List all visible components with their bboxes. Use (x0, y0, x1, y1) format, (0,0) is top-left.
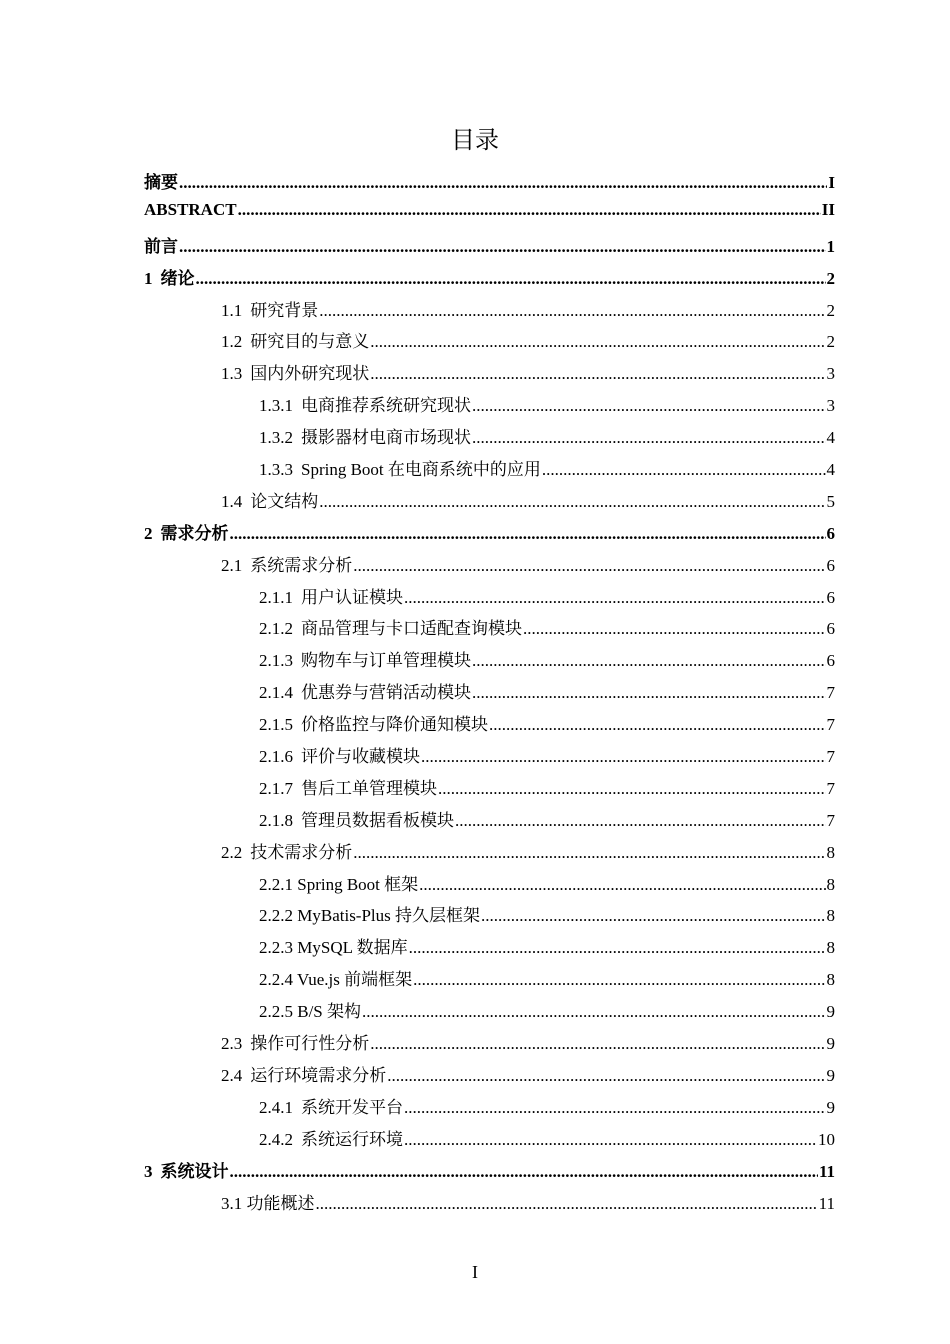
toc-entry-number: 1.3 (221, 364, 243, 384)
page-title: 目录 (451, 126, 499, 154)
toc-entry-number: 2.1.2 (259, 619, 293, 639)
toc-entry-page: 7 (826, 778, 835, 798)
toc-entry-label: 系统设计 (160, 1161, 229, 1181)
toc-entry[interactable] (144, 200, 835, 232)
dot-leader (472, 428, 826, 448)
toc-entry-label: 系统运行环境 (301, 1129, 403, 1149)
toc-entry-number: 2.1.7 (259, 778, 293, 798)
toc-entry-page: 7 (826, 683, 835, 703)
toc-entry[interactable] (144, 359, 835, 391)
toc-entry[interactable] (144, 1093, 835, 1125)
toc-entry-label: 购物车与订单管理模块 (301, 651, 471, 671)
toc-entry-number: 2.1 (221, 555, 243, 575)
toc-entry-page: 7 (826, 747, 835, 767)
toc-entry-label: 摄影器材电商市场现状 (301, 428, 471, 448)
toc-entry-label: 操作可行性分析 (250, 1034, 370, 1054)
toc-entry-page: 1 (826, 236, 835, 256)
toc-entry[interactable] (144, 1189, 835, 1221)
dot-leader (316, 1194, 818, 1214)
toc-entry-label: 运行环境需求分析 (250, 1065, 387, 1085)
toc-entry[interactable] (144, 678, 835, 710)
toc-entry[interactable] (144, 965, 835, 997)
toc-entry[interactable] (144, 710, 835, 742)
toc-entry-page: 2 (826, 300, 835, 320)
toc-entry-label: 2.2.1 Spring Boot 框架 (259, 874, 419, 894)
toc-entry-page: 8 (826, 874, 835, 894)
dot-leader (404, 1098, 826, 1118)
toc-entry-page: 6 (826, 651, 835, 671)
toc-entry-number: 3 (144, 1161, 153, 1181)
dot-leader (523, 619, 826, 639)
toc-entry-number: 1.1 (221, 300, 243, 320)
toc-entry-page: II (821, 199, 835, 219)
toc-entry-page: 11 (818, 1193, 835, 1213)
toc-entry[interactable] (144, 168, 835, 200)
toc-entry-page: 6 (826, 619, 835, 639)
toc-entry-label: 2.2.2 MyBatis-Plus 持久层框架 (259, 906, 481, 926)
dot-leader (362, 1002, 825, 1022)
toc-entry-label: 2.2.3 MySQL 数据库 (259, 938, 408, 958)
dot-leader (319, 492, 825, 512)
dot-leader (472, 396, 826, 416)
toc-entry-label: 2.2.4 Vue.js 前端框架 (259, 970, 413, 990)
dot-leader (370, 364, 825, 384)
toc-entry-label: 优惠券与营销活动模块 (301, 683, 471, 703)
toc-entry[interactable] (144, 1125, 835, 1157)
toc-entry-page: 2 (826, 332, 835, 352)
toc-entry-page: 9 (826, 1097, 835, 1117)
dot-leader (472, 651, 826, 671)
toc-entry[interactable] (144, 232, 835, 264)
toc-entry[interactable] (144, 901, 835, 933)
toc-entry-number: 2.1.8 (259, 810, 293, 830)
toc-entry-number: 1.3.2 (259, 428, 293, 448)
toc-entry-page: 8 (826, 970, 835, 990)
toc-entry-page: 6 (826, 555, 835, 575)
toc-entry[interactable] (144, 551, 835, 583)
toc-entry[interactable] (144, 646, 835, 678)
dot-leader (455, 811, 826, 831)
toc-entry[interactable] (144, 838, 835, 870)
toc-entry[interactable] (144, 933, 835, 965)
toc-entry-number: 1 (144, 268, 153, 288)
toc-entry-number: 1.2 (221, 332, 243, 352)
toc-entry-label: 3.1 功能概述 (221, 1193, 315, 1213)
toc-entry-label: Spring Boot 在电商系统中的应用 (301, 460, 541, 480)
dot-leader (404, 588, 826, 608)
dot-leader (370, 1034, 825, 1054)
toc-entry-label: 系统需求分析 (250, 555, 353, 575)
toc-entry-number: 1.4 (221, 491, 243, 511)
dot-leader (472, 683, 826, 703)
toc-entry-page: 6 (826, 523, 835, 543)
toc-entry-label: 需求分析 (160, 523, 229, 543)
toc-entry-page: 8 (826, 842, 835, 862)
dot-leader (230, 1162, 818, 1182)
dot-leader (230, 524, 826, 544)
toc-entry-label: 价格监控与降价通知模块 (301, 715, 488, 735)
toc-entry-page: 11 (818, 1161, 835, 1181)
toc-entry-label: 摘要 (144, 173, 178, 192)
toc-entry-label: 国内外研究现状 (250, 364, 370, 384)
toc-entry[interactable] (144, 774, 835, 806)
toc-entry-label: 用户认证模块 (301, 587, 403, 607)
toc-entry-page: 7 (826, 715, 835, 735)
toc-entry-page: 9 (826, 1065, 835, 1085)
toc-entry-page: 4 (826, 460, 835, 480)
dot-leader (419, 875, 825, 895)
toc-entry-page: 4 (826, 428, 835, 448)
toc-entry-label: 绪论 (160, 268, 195, 288)
toc-entry[interactable] (144, 870, 835, 902)
toc-entry-label: 前言 (144, 236, 178, 256)
dot-leader (481, 906, 825, 926)
toc-entry[interactable] (144, 391, 835, 423)
toc-entry-number: 1.3.3 (259, 460, 293, 480)
toc-entry-number: 2.1.6 (259, 747, 293, 767)
toc-entry-number: 2.1.5 (259, 715, 293, 735)
toc-entry[interactable] (144, 997, 835, 1029)
toc-entry-label: 研究背景 (250, 300, 319, 320)
toc-entry-label: 售后工单管理模块 (301, 778, 437, 798)
dot-leader (196, 269, 826, 289)
dot-leader (542, 460, 826, 480)
page-number: I (472, 1262, 478, 1282)
toc-entry-number: 2.2 (221, 842, 243, 862)
toc-entry-label: 管理员数据看板模块 (301, 810, 454, 830)
toc-entry-number: 2.1.3 (259, 651, 293, 671)
toc-entry[interactable] (144, 1061, 835, 1093)
toc-entry-page: 5 (826, 491, 835, 511)
dot-leader (353, 843, 825, 863)
toc-entry-label: 评价与收藏模块 (301, 747, 420, 767)
dot-leader (404, 1130, 817, 1150)
dot-leader (353, 556, 825, 576)
toc-entry-number: 2 (144, 523, 153, 543)
dot-leader (387, 1066, 825, 1086)
toc-entry[interactable] (144, 806, 835, 838)
toc-entry-label: 技术需求分析 (250, 842, 353, 862)
toc-entry[interactable] (144, 519, 835, 551)
dot-leader (489, 715, 826, 735)
toc-entry[interactable] (144, 1029, 835, 1061)
toc-entry[interactable] (144, 264, 835, 296)
toc-entry-label: ABSTRACT (144, 199, 237, 219)
toc-entry-number: 2.4 (221, 1065, 243, 1085)
toc-entry[interactable] (144, 455, 835, 487)
toc-entry[interactable] (144, 423, 835, 455)
toc-entry[interactable] (144, 1157, 835, 1189)
toc-entry-page: 6 (826, 587, 835, 607)
toc-entry-label: 商品管理与卡口适配查询模块 (301, 619, 522, 639)
toc-entry-label: 论文结构 (250, 491, 319, 511)
toc-entry-label: 研究目的与意义 (250, 332, 370, 352)
toc-entry-number: 2.4.2 (259, 1129, 293, 1149)
toc-entry-page: 7 (826, 810, 835, 830)
toc-entry-number: 2.1.4 (259, 683, 293, 703)
toc-entry-page: 2 (826, 268, 835, 288)
toc-entry-number: 2.4.1 (259, 1097, 293, 1117)
toc-entry-page: 10 (818, 1129, 835, 1149)
toc-entry-page: I (828, 173, 835, 192)
toc-entry-page: 9 (826, 1034, 835, 1054)
dot-leader (179, 237, 826, 257)
toc-entry-page: 9 (826, 1002, 835, 1022)
toc-entry-label: 电商推荐系统研究现状 (301, 396, 471, 416)
toc-entry[interactable] (144, 487, 835, 519)
toc-entry[interactable] (144, 296, 835, 328)
dot-leader (179, 173, 827, 193)
toc-entry[interactable] (144, 742, 835, 774)
toc-entry-number: 1.3.1 (259, 396, 293, 416)
toc-entry-page: 8 (826, 906, 835, 926)
dot-leader (438, 779, 826, 799)
toc-entry-number: 2.3 (221, 1034, 243, 1054)
toc-entry[interactable] (144, 614, 835, 646)
toc-entry[interactable] (144, 583, 835, 615)
toc-entry-number: 2.1.1 (259, 587, 293, 607)
toc-entry-label: 2.2.5 B/S 架构 (259, 1002, 362, 1022)
dot-leader (421, 747, 826, 767)
toc-entry-page: 3 (826, 396, 835, 416)
toc-entry-page: 3 (826, 364, 835, 384)
dot-leader (409, 938, 826, 958)
toc-entry[interactable] (144, 327, 835, 359)
table-of-contents (144, 168, 835, 1220)
toc-entry-label: 系统开发平台 (301, 1097, 403, 1117)
dot-leader (413, 970, 825, 990)
dot-leader (238, 200, 821, 220)
dot-leader (319, 301, 825, 321)
toc-entry-page: 8 (826, 938, 835, 958)
dot-leader (370, 332, 825, 352)
